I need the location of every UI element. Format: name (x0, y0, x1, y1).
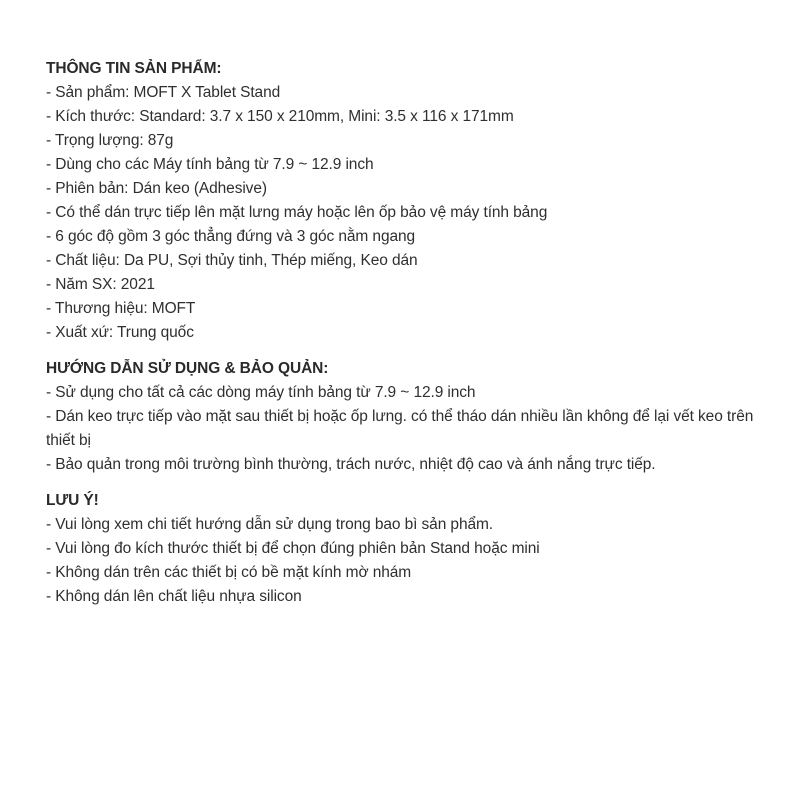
product-info-item: - Thương hiệu: MOFT (46, 300, 196, 317)
notes-item: - Vui lòng xem chi tiết hướng dẫn sử dụng trong bao bì sản phẩm. (46, 516, 494, 533)
product-info-item: - Năm SX: 2021 (46, 276, 155, 293)
usage-guide-section (46, 357, 766, 477)
product-info-item: - Kích thước: Standard: 3.7 x 150 x 210mm, Mini: 3.5 x 116 x 171mm (46, 108, 514, 125)
notes-item: - Không dán trên các thiết bị có bề mặt kính mờ nhám (46, 564, 412, 581)
product-info-item: - Xuất xứ: Trung quốc (46, 324, 194, 341)
notes-item: - Không dán lên chất liệu nhựa silicon (46, 588, 302, 605)
product-info-heading: THÔNG TIN SẢN PHẨM: (46, 60, 222, 77)
notes-heading: LƯU Ý! (46, 492, 99, 509)
usage-guide-item: - Sử dụng cho tất cả các dòng máy tính bảng từ 7.9 ~ 12.9 inch (46, 384, 476, 401)
product-info-item: - 6 góc độ gồm 3 góc thẳng đứng và 3 góc nằm ngang (46, 228, 416, 245)
product-info-item: - Có thể dán trực tiếp lên mặt lưng máy hoặc lên ốp bảo vệ máy tính bảng (46, 204, 548, 221)
product-info-item: - Sản phẩm: MOFT X Tablet Stand (46, 84, 281, 101)
product-info-item: - Chất liệu: Da PU, Sợi thủy tinh, Thép miếng, Keo dán (46, 252, 418, 269)
notes-item: - Vui lòng đo kích thước thiết bị để chọn đúng phiên bản Stand hoặc mini (46, 540, 540, 557)
notes-list (46, 513, 766, 609)
usage-guide-heading: HƯỚNG DẪN SỬ DỤNG & BẢO QUẢN: (46, 360, 329, 377)
product-info-item: - Trọng lượng: 87g (46, 132, 174, 149)
usage-guide-list (46, 381, 766, 477)
product-description (46, 57, 766, 609)
product-info-item: - Dùng cho các Máy tính bảng từ 7.9 ~ 12.9 inch (46, 156, 374, 173)
product-info-item: - Phiên bản: Dán keo (Adhesive) (46, 180, 267, 197)
product-info-list (46, 81, 766, 345)
usage-guide-item: - Dán keo trực tiếp vào mặt sau thiết bị hoặc ốp lưng. có thể tháo dán nhiều lần không để lại vết keo trên thiết bị (46, 408, 754, 449)
notes-section (46, 489, 766, 609)
product-info-section (46, 57, 766, 345)
usage-guide-item: - Bảo quản trong môi trường bình thường, trách nước, nhiệt độ cao và ánh nắng trực tiếp. (46, 456, 656, 473)
